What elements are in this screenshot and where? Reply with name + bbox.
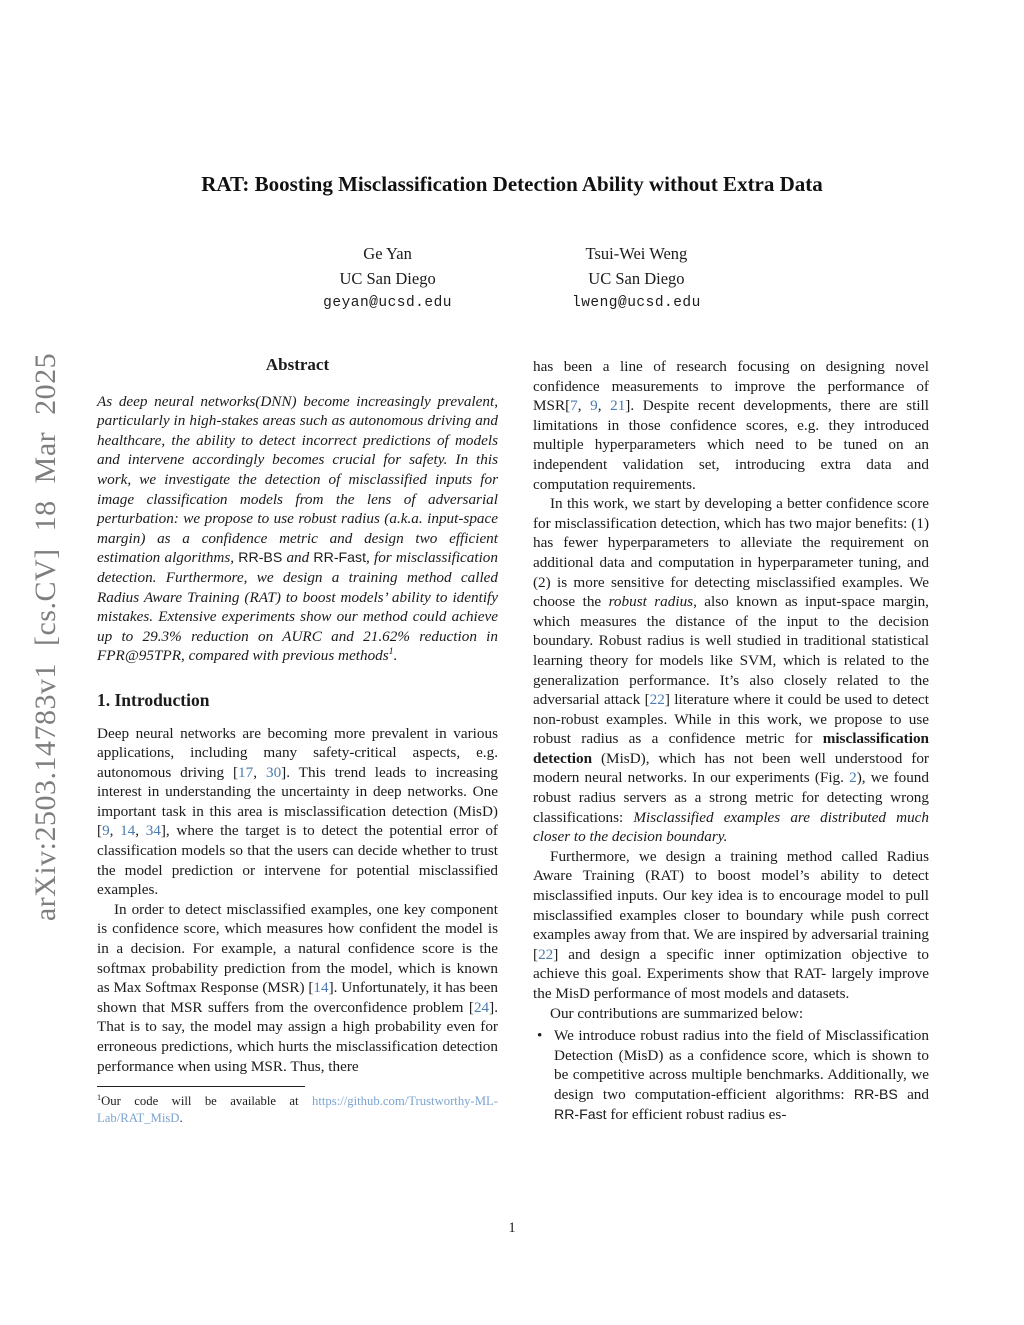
list-item [533,1026,929,1124]
citation-link[interactable]: 22 [649,691,665,709]
paper-title: RAT: Boosting Misclassification Detection Ability without Extra Data [201,172,823,196]
citation-link[interactable]: 17 [238,763,254,781]
author-email: geyan@ucsd.edu [323,295,452,311]
abstract-heading: Abstract [265,355,330,374]
citation-link[interactable]: 34 [145,822,161,840]
paragraph: Deep neural networks are becoming more prevalent in various applications, including many safety-critical aspects, e.g. autonomous driving [17, 30]. This trend leads to increasing interest in understanding the uncertainty in deep networks. One important task in this area is misclassification detection (MisD) [9, 14, 34], where the target is to detect the potential error of classification models so that the users can decide whether to trust the model prediction or intervene for potential misclassified examples. [97,724,499,899]
citation-link[interactable]: 9 [102,822,110,840]
author-affiliation: UC San Diego [339,269,436,288]
citation-link[interactable]: 7 [570,397,578,415]
footnote-link[interactable]: https://github.com/Trustworthy-ML-Lab/RAT_MisD [97,1094,498,1125]
author-email: lweng@ucsd.edu [572,295,701,311]
paragraph: Our contributions are summarized below: [550,1004,804,1022]
citation-link[interactable]: 22 [538,945,554,963]
citation-link[interactable]: 14 [120,822,136,840]
figure-link[interactable]: 2 [849,769,857,787]
footnote-ref[interactable]: 1 [388,646,394,658]
citation-link[interactable]: 14 [313,979,329,997]
right-column [533,357,929,1124]
arxiv-watermark: arXiv:2503.14783v1 [cs.CV] 18 Mar 2025 [29,352,62,922]
author-block [572,241,701,316]
author-affiliation: UC San Diego [588,269,685,288]
citation-link[interactable]: 9 [590,397,598,415]
abstract-text: As deep neural networks(DNN) become increasingly prevalent, particularly in high-stakes areas such as autonomous driving and healthcare, the ability to detect incorrect predictions of models and intervene accordingly becomes crucial for safety. In this work, we investigate the detection of misclassified inputs for image classification models from the lens of adversarial perturbation: we propose to use robust radius (a.k.a. input-space margin) as a confidence metric and design two efficient estimation algorithms, RR-BS and RR-Fast, for misclassification detection. Furthermore, we design a training method called Radius Aware Training (RAT) to boost models’ ability to identify mistakes. Extensive experiments show our method could achieve up to 29.3% reduction on AURC and 21.62% reduction in FPR@95TPR, compared with previous methods$^1$. [97,392,498,665]
list-item-text: We introduce robust radius into the field of Misclassification Detection (MisD) as a confidence score, which is shown to be competitive across multiple benchmarks. Additionally, we design two computation-efficient algorithms: RR-BS and RR-Fast for efficient robust radius es- [554,1027,929,1123]
author-block [323,241,452,316]
paragraph: In order to detect misclassified examples, one key component is confidence score, which measures how confident the model is in a decision. For example, a natural confidence score is the softmax probability prediction from the model, which is known as Max Softmax Response (MSR) [14]. Unfortunately, it has been shown that MSR suffers from the overconfidence problem [24]. That is to say, the model may assign a high probability even for erroneous predictions, which hurts the misclassification detection performance when using MSR. Thus, there [97,900,499,1075]
footnote-divider [97,1086,305,1087]
citation-link[interactable]: 21 [610,397,626,415]
citation-link[interactable]: 30 [265,763,282,781]
left-column [97,355,498,1126]
author-name: Tsui-Wei Weng [585,244,688,263]
page-number: 1 [508,1220,516,1236]
contributions-list [533,1026,929,1124]
paragraph: Furthermore, we design a training method called Radius Aware Training (RAT) to boost model’s ability to detect misclassified inputs. Our key idea is to encourage model to pull misclassified examples closer to boundary while push correct examples away from that. We are inspired by adversarial training [22] and design a specific inner optimization objective to achieve this goal. Experiments show that RAT- largely improve the MisD performance of most models and datasets. [533,847,929,1002]
section-heading-introduction: 1. Introduction [97,689,210,710]
citation-link[interactable]: 24 [473,998,490,1016]
footnote-text: $^1$Our code will be available at https://github.com/Trustworthy-ML-Lab/RAT_MisD. [97,1092,498,1125]
title-block [0,172,1024,197]
author-name: Ge Yan [363,244,412,263]
paragraph: has been a line of research focusing on designing novel confidence measurements to improve the performance of MSR[7, 9, 21]. Despite recent developments, there are still limitations in those confidence scores, e.g. they introduced multiple hyperparameters which need to be tuned on an independent validation set, introducing extra data and computation requirements. [533,358,929,493]
bullet-icon: • [537,1027,543,1045]
paragraph: In this work, we start by developing a better confidence score for misclassification detection, which has two major benefits: (1) has fewer hyperparameters to alleviate the requirement on additional data and computation in hyperparameter tuning, and (2) is more sensitive for detecting misclassified examples. We choose the robust radius, also known as input-space margin, which measures the distance of the input to the decision boundary. Robust radius is well studied in traditional statistical learning theory for models like SVM, which is related to the generalization performance. It’s also closely related to the adversarial attack [22] literature where it could be used to detect non-robust examples. While in this work, we propose to use robust radius as a confidence metric for misclassification detection (MisD), which has not been well understood for modern neural networks. In our experiments (Fig. 2), we found robust radius servers as a strong metric for detecting wrong classifications: Misclassified examples are distributed much closer to the decision boundary. [533,495,929,846]
authors-block [0,241,1024,316]
